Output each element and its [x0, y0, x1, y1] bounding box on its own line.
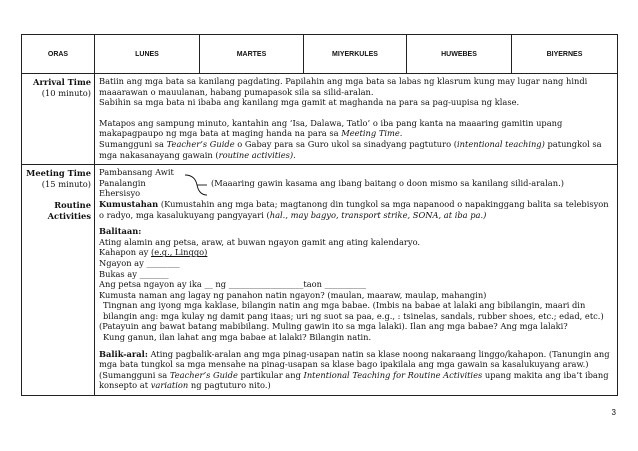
balitaan-line-6: Kumusta naman ang lagay ng panahon natin ngayon? (maulan, maaraw, maulap, mahangin)	[99, 289, 487, 300]
header-martes: MARTES	[200, 35, 304, 74]
balitaan-line-8: (Patayuin ang bawat batang mabibilang. Muling gawin ito sa mga lalaki). Ilan ang mga babae? Ang mga lalaki?	[99, 321, 568, 332]
page-number: 3	[611, 408, 616, 417]
balitaan-heading: Balitaan:	[99, 226, 142, 237]
meeting-title: Meeting Time	[26, 168, 91, 179]
arrival-paragraph-3: Matapos ang sampung minuto, kantahin ang ‘Isa, Dalawa, Tatlo’ o iba pang kanta na maaaring gamitin upang makapagpaupo ng mga bata at maging handa na para sa Meeting Time.	[99, 117, 563, 139]
routine-label-2: Activities	[47, 210, 91, 221]
balitaan-line-4: Bukas ay _______	[99, 268, 169, 279]
awit-line: Pambansang Awit	[99, 167, 174, 178]
panalangin-line: Panalangin (Maaaring gawin kasama ang ibang baitang o doon mismo sa kanilang silid-aralan.)	[99, 178, 613, 189]
balitaan-line-2: Kahapon ay (e.g., Linggo)	[99, 247, 208, 258]
lesson-plan-table	[21, 34, 618, 396]
sumangguni-paragraph: (Sumangguni sa Teacher’s Guide partikular ang Intentional Teaching for Routine Activities upang makita ang iba’t ibang konsepto at variation ng pagtuturo nito.)	[99, 369, 609, 391]
brace-icon	[183, 172, 209, 198]
balitaan-line-7: Tingnan ang iyong mga kaklase, bilangin natin ang mga babae. (Imbis na babae at lalaki ang bibilangin, maari din bilangin ang: mga kulay ng damit pang itaas; uri ng suot sa paa, e.g., : tsinelas, sandals, rubber shoes, etc.; edad, etc.)	[103, 300, 604, 321]
ehersisyo-line: Ehersisyo	[99, 188, 141, 199]
routine-label-1: Routine	[54, 199, 91, 210]
balik-aral-paragraph: Balik-aral: Ating pagbalik-aralan ang mga pinag-usapan natin sa klase noong nakaraang linggo/kahapon. (Tanungin ang mga bata tungkol sa mga mensahe na pinag-usapan sa klase bago ipakilala ang mga gawain sa kasalukuyang araw.)	[99, 348, 610, 370]
balitaan-line-1: Ating alamin ang petsa, araw, at buwan ngayon gamit ang ating kalendaryo.	[99, 236, 421, 247]
arrival-label	[22, 74, 95, 165]
arrival-paragraph-4: Sumangguni sa Teacher’s Guide o Gabay para sa Guro ukol sa sinadyang pagtuturo (intentional teaching) patungkol sa mga nakasanayang gawain (routine activities).	[99, 138, 602, 160]
balitaan-line-3: Ngayon ay ________	[99, 257, 180, 268]
arrival-paragraph-1: Batiin ang mga bata sa kanilang pagdating. Papilahin ang mga bata sa labas ng klasrum kung may lugar nang hindi maaarawan o mauulanan, habang pumapasok sila sa silid-aralan.	[99, 76, 588, 97]
brace-note: (Maaaring gawin kasama ang ibang baitang o doon mismo sa kanilang silid-aralan.)	[211, 177, 564, 188]
meeting-row	[22, 165, 618, 396]
header-biyernes: BIYERNES	[512, 35, 618, 74]
meeting-duration: (15 minuto)	[41, 178, 91, 189]
balitaan-line-9: Kung ganun, ilan lahat ang mga babae at lalaki? Bilangin natin.	[103, 332, 372, 343]
header-miyerkules: MIYERKULES	[304, 35, 407, 74]
header-huwebes: HUWEBES	[407, 35, 512, 74]
header-row	[22, 35, 618, 74]
arrival-row	[22, 74, 618, 165]
meeting-label	[22, 165, 95, 396]
header-oras: ORAS	[22, 35, 95, 74]
header-lunes: LUNES	[95, 35, 200, 74]
arrival-title: Arrival Time	[33, 77, 91, 87]
arrival-paragraph-2: Sabihin sa mga bata ni ibaba ang kanilang mga gamit at maghanda na para sa pag-uupisa ng klase.	[99, 97, 520, 108]
meeting-content	[95, 165, 618, 396]
arrival-content	[95, 74, 618, 165]
balitaan-line-5: Ang petsa ngayon ay ika __ ng __________________taon __________	[99, 279, 367, 290]
kumustahan-line: Kumustahan (Kumustahin ang mga bata; magtanong din tungkol sa mga napanood o napakinggang balita sa telebisyon o radyo, mga kasalukuyang pangyayari (hal., may bagyo, transport strike, SONA, at iba pa.)	[99, 198, 609, 220]
arrival-duration: (10 minuto)	[41, 87, 91, 98]
